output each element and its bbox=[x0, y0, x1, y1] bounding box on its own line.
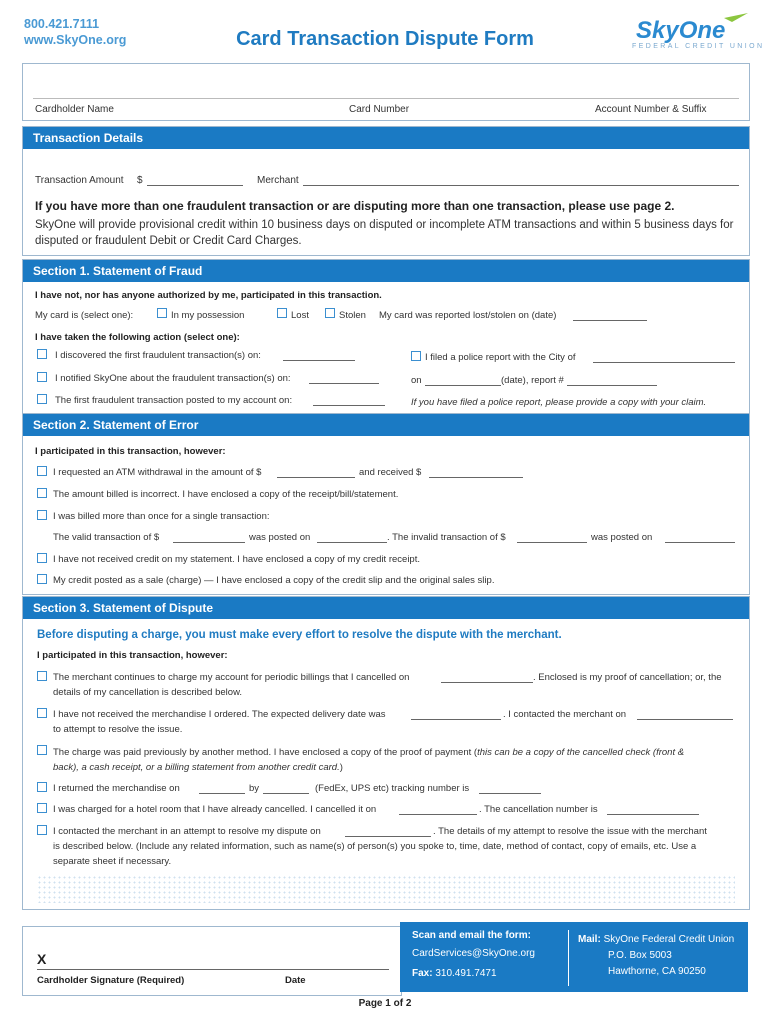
signature-line[interactable] bbox=[37, 969, 389, 970]
fax-number: 310.491.7471 bbox=[435, 968, 497, 979]
dispute6-details: . The details of my attempt to resolve the issue with the merchant bbox=[433, 826, 707, 837]
cancel-date-field[interactable] bbox=[441, 672, 533, 683]
section1-box bbox=[22, 259, 750, 415]
dispute3-close: ) bbox=[339, 762, 343, 773]
dispute2-label: I have not received the merchandise I ordered. The expected delivery date was bbox=[53, 709, 386, 720]
reported-date-field[interactable] bbox=[573, 310, 647, 321]
email-link[interactable]: CardServices@SkyOne.org bbox=[412, 948, 535, 959]
section3-header: Section 3. Statement of Dispute bbox=[23, 597, 749, 619]
valid-label: The valid transaction of $ bbox=[53, 532, 160, 543]
logo-wing-icon bbox=[724, 13, 748, 22]
police-report-field[interactable] bbox=[567, 375, 657, 386]
error5-checkbox[interactable] bbox=[37, 574, 47, 584]
notice-bold: If you have more than one fraudulent transaction or are disputing more than one transaction, please use page 2. bbox=[35, 199, 675, 213]
dispute5-number: . The cancellation number is bbox=[479, 804, 598, 815]
tracking-field[interactable] bbox=[479, 783, 541, 794]
action1-date-field[interactable] bbox=[283, 350, 355, 361]
stolen-checkbox[interactable] bbox=[325, 308, 335, 318]
police-date-label: (date), report # bbox=[501, 375, 564, 386]
dispute3-text bbox=[53, 745, 743, 775]
invalid-date-field[interactable] bbox=[665, 532, 735, 543]
police-checkbox[interactable] bbox=[411, 351, 421, 361]
section1-header: Section 1. Statement of Fraud bbox=[23, 260, 749, 282]
dispute6-label: I contacted the merchant in an attempt to resolve my dispute on bbox=[53, 826, 321, 837]
dispute4-checkbox[interactable] bbox=[37, 782, 47, 792]
atm-amount-field[interactable] bbox=[277, 467, 355, 478]
section3-intro: Before disputing a charge, you must make every effort to resolve the dispute with the merchant. bbox=[37, 629, 562, 641]
lost-checkbox[interactable] bbox=[277, 308, 287, 318]
cardholder-box bbox=[22, 63, 750, 121]
stolen-label: Stolen bbox=[339, 310, 366, 321]
mail-block bbox=[578, 932, 734, 980]
page-number: Page 1 of 2 bbox=[358, 998, 412, 1009]
signature-x: X bbox=[37, 951, 47, 967]
cardholder-name-label: Cardholder Name bbox=[35, 104, 114, 115]
logo-text: SkyOne bbox=[636, 17, 726, 44]
dispute4-tracking: (FedEx, UPS etc) tracking number is bbox=[315, 783, 470, 794]
resolve-date-field[interactable] bbox=[345, 826, 431, 837]
police-note: If you have filed a police report, please provide a copy with your claim. bbox=[411, 397, 707, 408]
carrier-field[interactable] bbox=[263, 783, 309, 794]
action3-label: The first fraudulent transaction posted to my account on: bbox=[55, 395, 293, 406]
dispute6-include: is described below. (Include any related information, such as name(s) of person(s) you spoke to, time, date, method of contact, copy of emails, etc. Use a bbox=[53, 841, 697, 852]
dispute6-checkbox[interactable] bbox=[37, 825, 47, 835]
error1-label: I requested an ATM withdrawal in the amount of $ bbox=[53, 467, 262, 478]
page-title: Card Transaction Dispute Form bbox=[236, 28, 534, 50]
signature-box bbox=[22, 926, 402, 996]
transaction-box bbox=[22, 126, 750, 256]
dispute2-contacted: . I contacted the merchant on bbox=[503, 709, 627, 720]
valid-date-field[interactable] bbox=[317, 532, 387, 543]
fax-line bbox=[412, 968, 497, 979]
submission-panel bbox=[400, 922, 748, 992]
dispute1-proof: . Enclosed is my proof of cancellation; or, the bbox=[533, 672, 722, 683]
section3-heading: I participated in this transaction, however: bbox=[37, 650, 228, 661]
police-label: I filed a police report with the City of bbox=[425, 352, 576, 363]
contact-date-field[interactable] bbox=[637, 709, 733, 720]
invalid-label: . The invalid transaction of $ bbox=[387, 532, 506, 543]
action3-checkbox[interactable] bbox=[37, 394, 47, 404]
error4-label: I have not received credit on my statement. I have enclosed a copy of my credit receipt. bbox=[53, 554, 420, 565]
lost-label: Lost bbox=[291, 310, 309, 321]
valid-posted-label: was posted on bbox=[249, 532, 311, 543]
error2-label: The amount billed is incorrect. I have enclosed a copy of the receipt/bill/statement. bbox=[53, 489, 399, 500]
received-amount-field[interactable] bbox=[429, 467, 523, 478]
dispute3-note-b: back), a cash receipt, or a billing statement from another credit card. bbox=[53, 762, 340, 773]
currency-label: $ bbox=[137, 175, 143, 186]
merchant-field[interactable] bbox=[303, 175, 739, 186]
dispute2-checkbox[interactable] bbox=[37, 708, 47, 718]
mail-line1: SkyOne Federal Credit Union bbox=[603, 934, 735, 945]
action2-date-field[interactable] bbox=[309, 373, 379, 384]
notice-text: SkyOne will provide provisional credit within 10 business days on disputed or incomplete ATM transactions and within 5 business days for disputed or fraudulent Debit or Credit Card Charges. bbox=[35, 219, 734, 247]
error3-checkbox[interactable] bbox=[37, 510, 47, 520]
action2-checkbox[interactable] bbox=[37, 372, 47, 382]
cardholder-line bbox=[33, 98, 739, 99]
scan-title: Scan and email the form: bbox=[412, 930, 531, 941]
action3-date-field[interactable] bbox=[313, 395, 385, 406]
dispute3-label: The charge was paid previously by another method. I have enclosed a copy of the proof of payment ( bbox=[53, 747, 478, 758]
dispute1-label: The merchant continues to charge my account for periodic billings that I cancelled on bbox=[53, 672, 410, 683]
error3-label: I was billed more than once for a single transaction: bbox=[53, 511, 270, 522]
dispute6-separate: separate sheet if necessary. bbox=[53, 856, 172, 867]
amount-field[interactable] bbox=[147, 175, 243, 186]
error5-label: My credit posted as a sale (charge) — I have enclosed a copy of the credit slip and the original sales slip. bbox=[53, 575, 495, 586]
valid-amount-field[interactable] bbox=[173, 532, 245, 543]
reported-label: My card was reported lost/stolen on (date) bbox=[379, 310, 557, 321]
cancel-number-field[interactable] bbox=[607, 804, 699, 815]
dispute1-checkbox[interactable] bbox=[37, 671, 47, 681]
dispute1-details: details of my cancellation is described below. bbox=[53, 687, 243, 698]
return-date-field[interactable] bbox=[199, 783, 245, 794]
website-link[interactable]: www.SkyOne.org bbox=[24, 33, 127, 47]
logo-subtitle: FEDERAL CREDIT UNION bbox=[632, 43, 765, 50]
invalid-amount-field[interactable] bbox=[517, 532, 587, 543]
dispute-notes-area[interactable] bbox=[37, 875, 735, 903]
action-heading: I have taken the following action (select one): bbox=[35, 332, 240, 343]
possession-checkbox[interactable] bbox=[157, 308, 167, 318]
dispute3-checkbox[interactable] bbox=[37, 745, 47, 755]
mail-label: Mail: bbox=[578, 934, 601, 945]
dispute5-label: I was charged for a hotel room that I have already cancelled. I cancelled it on bbox=[53, 804, 377, 815]
dispute2-resolve: to attempt to resolve the issue. bbox=[53, 724, 183, 735]
fax-label: Fax: bbox=[412, 968, 433, 979]
footer-divider bbox=[568, 930, 569, 986]
phone-number: 800.421.7111 bbox=[24, 17, 100, 31]
fraud-statement: I have not, nor has anyone authorized by me, participated in this transaction. bbox=[35, 290, 382, 301]
section2-heading: I participated in this transaction, however: bbox=[35, 446, 226, 457]
date-label: Date bbox=[285, 975, 306, 986]
section2-header: Section 2. Statement of Error bbox=[23, 414, 749, 436]
police-on-label: on bbox=[411, 375, 422, 386]
action1-checkbox[interactable] bbox=[37, 349, 47, 359]
police-city-field[interactable] bbox=[593, 352, 735, 363]
mail-line2: P.O. Box 5003 bbox=[608, 950, 672, 961]
action1-label: I discovered the first fraudulent transaction(s) on: bbox=[55, 350, 261, 361]
dispute5-checkbox[interactable] bbox=[37, 803, 47, 813]
invalid-posted-label: was posted on bbox=[591, 532, 653, 543]
police-date-field[interactable] bbox=[425, 375, 501, 386]
signature-label: Cardholder Signature (Required) bbox=[37, 975, 185, 986]
error1-checkbox[interactable] bbox=[37, 466, 47, 476]
card-is-label: My card is (select one): bbox=[35, 310, 134, 321]
error4-checkbox[interactable] bbox=[37, 553, 47, 563]
possession-label: In my possession bbox=[171, 310, 245, 321]
dispute3-note-a: this can be a copy of the cancelled check (front & bbox=[477, 747, 685, 758]
mail-line3: Hawthorne, CA 90250 bbox=[608, 966, 706, 977]
delivery-date-field[interactable] bbox=[411, 709, 501, 720]
section2-box bbox=[22, 413, 750, 595]
card-number-label: Card Number bbox=[349, 104, 410, 115]
error1-received-label: and received $ bbox=[359, 467, 422, 478]
section3-box bbox=[22, 596, 750, 910]
dispute4-by: by bbox=[249, 783, 260, 794]
amount-label: Transaction Amount bbox=[35, 175, 124, 186]
error2-checkbox[interactable] bbox=[37, 488, 47, 498]
action2-label: I notified SkyOne about the fraudulent transaction(s) on: bbox=[55, 373, 291, 384]
account-number-label: Account Number & Suffix bbox=[595, 104, 707, 115]
dispute4-label: I returned the merchandise on bbox=[53, 783, 180, 794]
merchant-label: Merchant bbox=[257, 175, 299, 186]
transaction-header: Transaction Details bbox=[23, 127, 749, 149]
hotel-cancel-date-field[interactable] bbox=[399, 804, 477, 815]
